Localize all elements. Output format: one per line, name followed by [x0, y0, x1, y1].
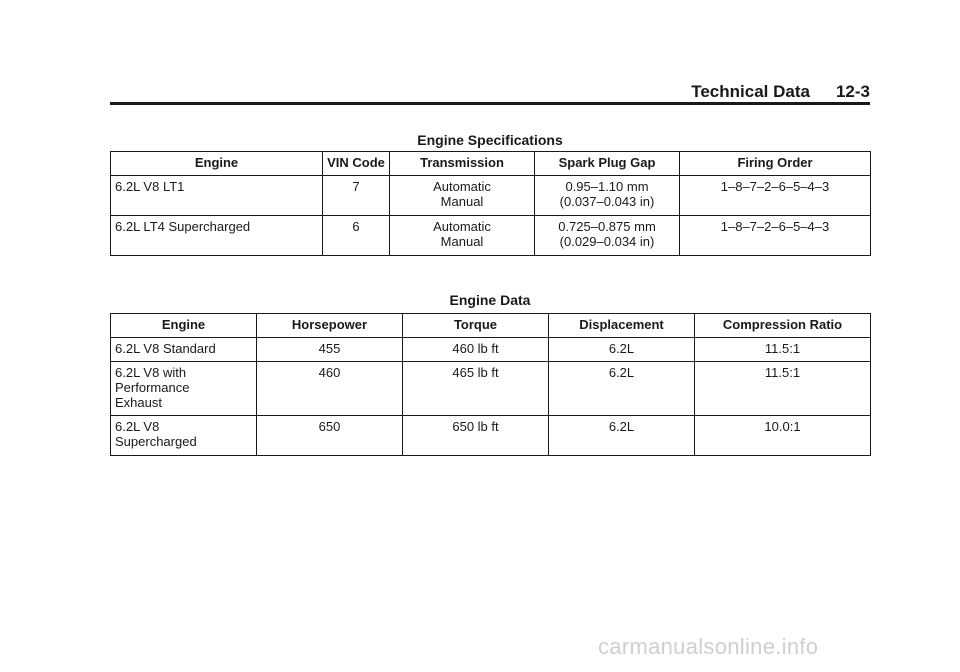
column-header: Engine [111, 314, 257, 338]
watermark: carmanualsonline.info [598, 634, 819, 659]
vin-cell: 6 [323, 216, 390, 256]
engine-line: Exhaust [115, 395, 162, 410]
column-header: Displacement [549, 314, 695, 338]
horsepower-cell: 455 [257, 338, 403, 362]
column-header: Spark Plug Gap [535, 152, 680, 176]
column-header: Engine [111, 152, 323, 176]
torque-cell: 465 lb ft [403, 362, 549, 416]
displacement-cell: 6.2L [549, 338, 695, 362]
transmission-line: Automatic [433, 219, 491, 234]
gap-line: (0.037–0.043 in) [559, 194, 655, 209]
torque-cell: 650 lb ft [403, 416, 549, 456]
table-row [111, 216, 871, 256]
spark-gap-cell [535, 176, 680, 216]
section-title: Technical Data [691, 82, 810, 101]
engine-line: 6.2L V8 Standard [115, 341, 216, 356]
gap-line: 0.725–0.875 mm [558, 219, 656, 234]
compression-ratio-cell: 11.5:1 [695, 362, 871, 416]
column-header: Horsepower [257, 314, 403, 338]
engine-cell [111, 416, 257, 456]
column-header: Torque [403, 314, 549, 338]
engine-line: 6.2L V8 with [115, 365, 187, 380]
gap-line: 0.95–1.10 mm [565, 179, 649, 194]
horsepower-cell: 460 [257, 362, 403, 416]
compression-ratio-cell: 11.5:1 [695, 338, 871, 362]
engine-line: 6.2L V8 [115, 419, 160, 434]
column-header: Compression Ratio [695, 314, 871, 338]
data-table-title: Engine Data [449, 292, 531, 308]
page-header [110, 80, 870, 102]
transmission-line: Manual [440, 234, 484, 249]
table-row [111, 338, 871, 362]
engine-line: Performance [115, 380, 190, 395]
transmission-line: Automatic [433, 179, 491, 194]
engine-line: Supercharged [115, 434, 197, 449]
table-header-row [111, 152, 871, 176]
engine-cell: 6.2L LT4 Supercharged [111, 216, 323, 256]
engine-cell [111, 338, 257, 362]
engine-specifications-table [110, 151, 871, 256]
transmission-cell [390, 216, 535, 256]
table-row [111, 176, 871, 216]
engine-cell: 6.2L V8 LT1 [111, 176, 323, 216]
transmission-line: Manual [440, 194, 484, 209]
transmission-cell [390, 176, 535, 216]
engine-data-table [110, 313, 871, 456]
firing-order-cell: 1–8–7–2–6–5–4–3 [680, 176, 871, 216]
vin-cell: 7 [323, 176, 390, 216]
displacement-cell: 6.2L [549, 362, 695, 416]
engine-cell [111, 362, 257, 416]
gap-line: (0.029–0.034 in) [559, 234, 655, 249]
table-header-row [111, 314, 871, 338]
column-header: VIN Code [323, 152, 390, 176]
header-rule [110, 102, 870, 105]
column-header: Transmission [390, 152, 535, 176]
spark-gap-cell [535, 216, 680, 256]
page-number: 12-3 [835, 82, 870, 101]
column-header: Firing Order [680, 152, 871, 176]
displacement-cell: 6.2L [549, 416, 695, 456]
compression-ratio-cell: 10.0:1 [695, 416, 871, 456]
firing-order-cell: 1–8–7–2–6–5–4–3 [680, 216, 871, 256]
horsepower-cell: 650 [257, 416, 403, 456]
torque-cell: 460 lb ft [403, 338, 549, 362]
spec-table-title: Engine Specifications [417, 132, 563, 148]
table-row [111, 416, 871, 456]
table-row [111, 362, 871, 416]
